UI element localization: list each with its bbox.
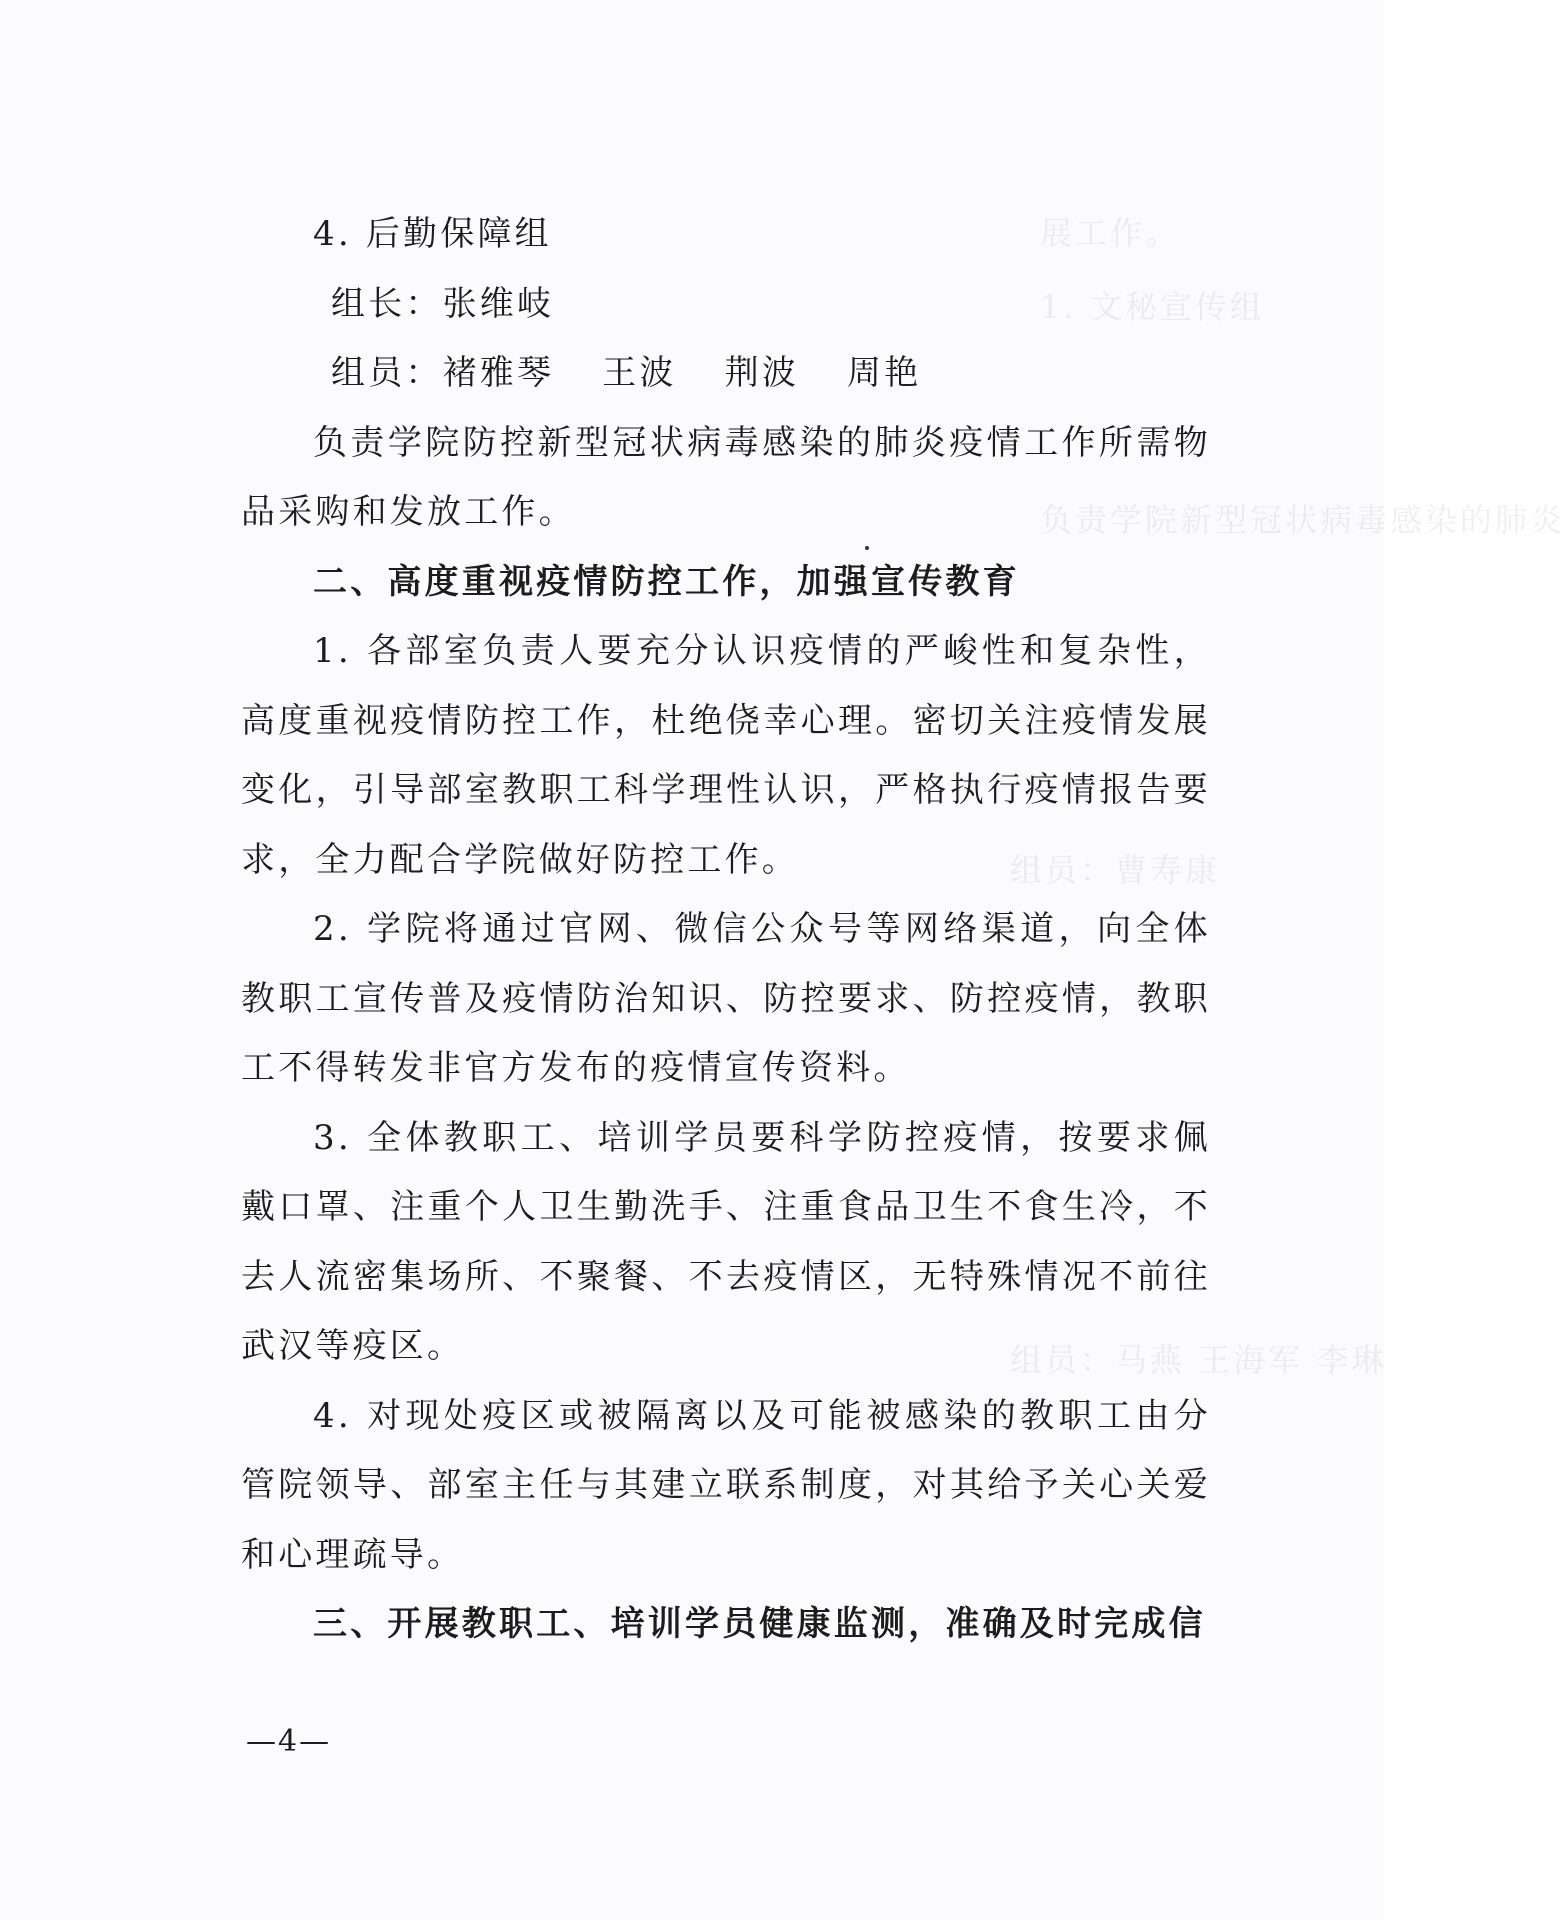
group-duty-paragraph: 负责学院防控新型冠状病毒感染的肺炎疫情工作所需物品采购和发放工作。 — [241, 422, 1211, 532]
document-body — [241, 200, 1211, 1660]
group-leader: 组长：张维岐 — [331, 283, 555, 324]
section-heading: 三、开展教职工、培训学员健康监测，准确及时完成信 — [313, 1604, 1206, 1644]
show-through-text: 组员：马燕 王海军 李琳 — [1010, 1341, 1387, 1379]
page-number: —4— — [246, 1724, 332, 1759]
members-label: 组员： — [331, 353, 443, 393]
member-name: 周艳 — [847, 353, 922, 393]
show-through-text: 负责学院新型冠状病毒感染的肺炎 — [1040, 501, 1565, 539]
group-members — [241, 339, 1211, 409]
section-paragraph: 4. 对现处疫区或被隔离以及可能被感染的教职工由分管院领导、部室主任与其建立联系制度，对其给予关心关爱和心理疏导。 — [241, 1395, 1211, 1575]
show-through-text: 展工作。 — [1040, 214, 1181, 252]
group-heading: 4. 后勤保障组 — [313, 214, 552, 254]
section-heading: 二、高度重视疫情防控工作，加强宣传教育 — [313, 561, 1020, 602]
section-paragraph: 1. 各部室负责人要充分认识疫情的严峻性和复杂性，高度重视疫情防控工作，杜绝侥幸心理。密切关注疫情发展变化，引导部室教职工科学理性认识，严格执行疫情报告要求，全力配合学院做好防控工作。 — [241, 631, 1211, 880]
member-name: 荆波 — [724, 353, 800, 393]
show-through-text: 1. 文秘宣传组 — [1040, 288, 1265, 326]
show-through-text: 组员：曹寿康 — [1010, 851, 1221, 889]
member-name: 王波 — [602, 353, 677, 393]
section-paragraph: 3. 全体教职工、培训学员要科学防控疫情，按要求佩戴口罩、注重个人卫生勤洗手、注重食品卫生不食生冷，不去人流密集场所、不聚餐、不去疫情区，无特殊情况不前往武汉等疫区。 — [241, 1117, 1211, 1366]
section-paragraph: 2. 学院将通过官网、微信公众号等网络渠道，向全体教职工宣传普及疫情防治知识、防控要求、防控疫情，教职工不得转发非官方发布的疫情宣传资料。 — [241, 909, 1211, 1088]
member-name: 褚雅琴 — [442, 353, 555, 393]
